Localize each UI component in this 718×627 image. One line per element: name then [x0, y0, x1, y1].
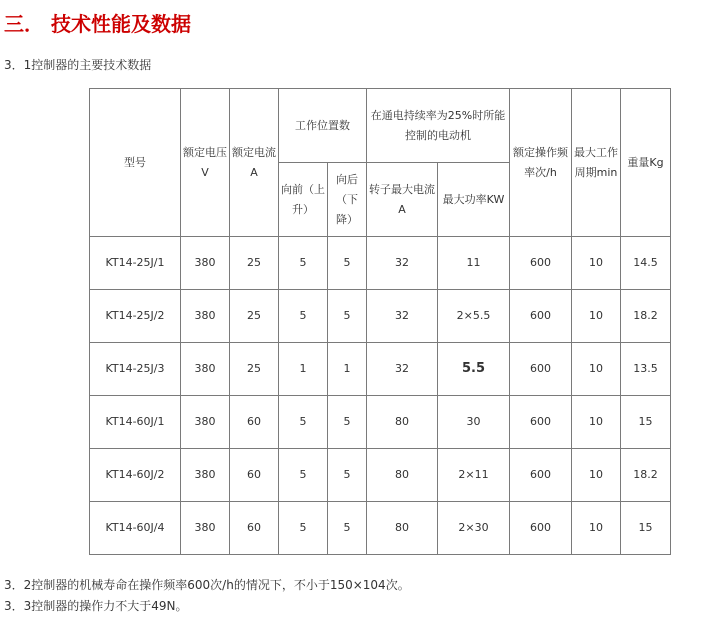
table-row: [90, 237, 671, 290]
table-row: [90, 449, 671, 502]
header-current: 额定电流A: [230, 89, 279, 237]
note-mechanical-life: 3．2控制器的机械寿命在操作频率600次/h的情况下，不小于150×104次。: [4, 578, 410, 592]
cell-backward: 5: [328, 396, 367, 449]
cell-weight: 15: [621, 396, 671, 449]
table-row: [90, 502, 671, 555]
cell-backward: 5: [328, 237, 367, 290]
header-row-1: [90, 89, 671, 163]
header-voltage: 额定电压V: [181, 89, 230, 237]
cell-max-period: 10: [572, 237, 621, 290]
cell-voltage: 380: [181, 237, 230, 290]
cell-op-freq: 600: [510, 449, 572, 502]
cell-op-freq: 600: [510, 290, 572, 343]
header-backward: 向后（下降）: [328, 163, 367, 237]
cell-model: KT14-60J/4: [90, 502, 181, 555]
cell-max-period: 10: [572, 449, 621, 502]
cell-weight: 13.5: [621, 343, 671, 396]
header-max-power: 最大功率KW: [438, 163, 510, 237]
cell-model: KT14-25J/3: [90, 343, 181, 396]
cell-current: 25: [230, 290, 279, 343]
cell-rotor-current: 80: [367, 449, 438, 502]
cell-forward: 5: [279, 396, 328, 449]
header-motor-group: 在通电持续率为25%时所能控制的电动机: [367, 89, 510, 163]
cell-weight: 15: [621, 502, 671, 555]
cell-model: KT14-60J/2: [90, 449, 181, 502]
cell-rotor-current: 32: [367, 237, 438, 290]
cell-weight: 18.2: [621, 290, 671, 343]
cell-weight: 14.5: [621, 237, 671, 290]
cell-current: 25: [230, 343, 279, 396]
cell-max-power: 30: [438, 396, 510, 449]
cell-current: 60: [230, 396, 279, 449]
cell-forward: 5: [279, 290, 328, 343]
cell-op-freq: 600: [510, 502, 572, 555]
sub-heading: 3．1控制器的主要技术数据: [4, 58, 152, 72]
cell-model: KT14-25J/1: [90, 237, 181, 290]
cell-backward: 1: [328, 343, 367, 396]
cell-rotor-current: 80: [367, 502, 438, 555]
cell-max-power: 5.5: [438, 343, 510, 396]
cell-max-period: 10: [572, 396, 621, 449]
header-work-positions: 工作位置数: [279, 89, 367, 163]
header-max-period: 最大工作周期min: [572, 89, 621, 237]
cell-model: KT14-60J/1: [90, 396, 181, 449]
cell-op-freq: 600: [510, 396, 572, 449]
cell-voltage: 380: [181, 396, 230, 449]
cell-voltage: 380: [181, 502, 230, 555]
cell-current: 25: [230, 237, 279, 290]
cell-op-freq: 600: [510, 343, 572, 396]
cell-voltage: 380: [181, 290, 230, 343]
cell-weight: 18.2: [621, 449, 671, 502]
cell-current: 60: [230, 449, 279, 502]
spec-table: [89, 88, 671, 555]
cell-max-period: 10: [572, 343, 621, 396]
header-rotor-current: 转子最大电流A: [367, 163, 438, 237]
cell-forward: 5: [279, 502, 328, 555]
cell-rotor-current: 32: [367, 290, 438, 343]
table-row: [90, 343, 671, 396]
header-forward: 向前（上升）: [279, 163, 328, 237]
cell-op-freq: 600: [510, 237, 572, 290]
note-operating-force: 3．3控制器的操作力不大于49N。: [4, 599, 188, 613]
cell-backward: 5: [328, 290, 367, 343]
cell-max-power: 2×30: [438, 502, 510, 555]
cell-voltage: 380: [181, 449, 230, 502]
table-row: [90, 290, 671, 343]
cell-rotor-current: 80: [367, 396, 438, 449]
cell-max-period: 10: [572, 502, 621, 555]
cell-max-power: 2×5.5: [438, 290, 510, 343]
cell-rotor-current: 32: [367, 343, 438, 396]
cell-backward: 5: [328, 502, 367, 555]
header-weight: 重量Kg: [621, 89, 671, 237]
table-row: [90, 396, 671, 449]
cell-max-power: 2×11: [438, 449, 510, 502]
cell-forward: 5: [279, 237, 328, 290]
cell-max-power: 11: [438, 237, 510, 290]
header-op-freq: 额定操作频率次/h: [510, 89, 572, 237]
section-title: 三． 技术性能及数据: [4, 12, 191, 36]
cell-model: KT14-25J/2: [90, 290, 181, 343]
cell-max-period: 10: [572, 290, 621, 343]
cell-current: 60: [230, 502, 279, 555]
cell-forward: 5: [279, 449, 328, 502]
header-model: 型号: [90, 89, 181, 237]
cell-forward: 1: [279, 343, 328, 396]
cell-voltage: 380: [181, 343, 230, 396]
cell-backward: 5: [328, 449, 367, 502]
